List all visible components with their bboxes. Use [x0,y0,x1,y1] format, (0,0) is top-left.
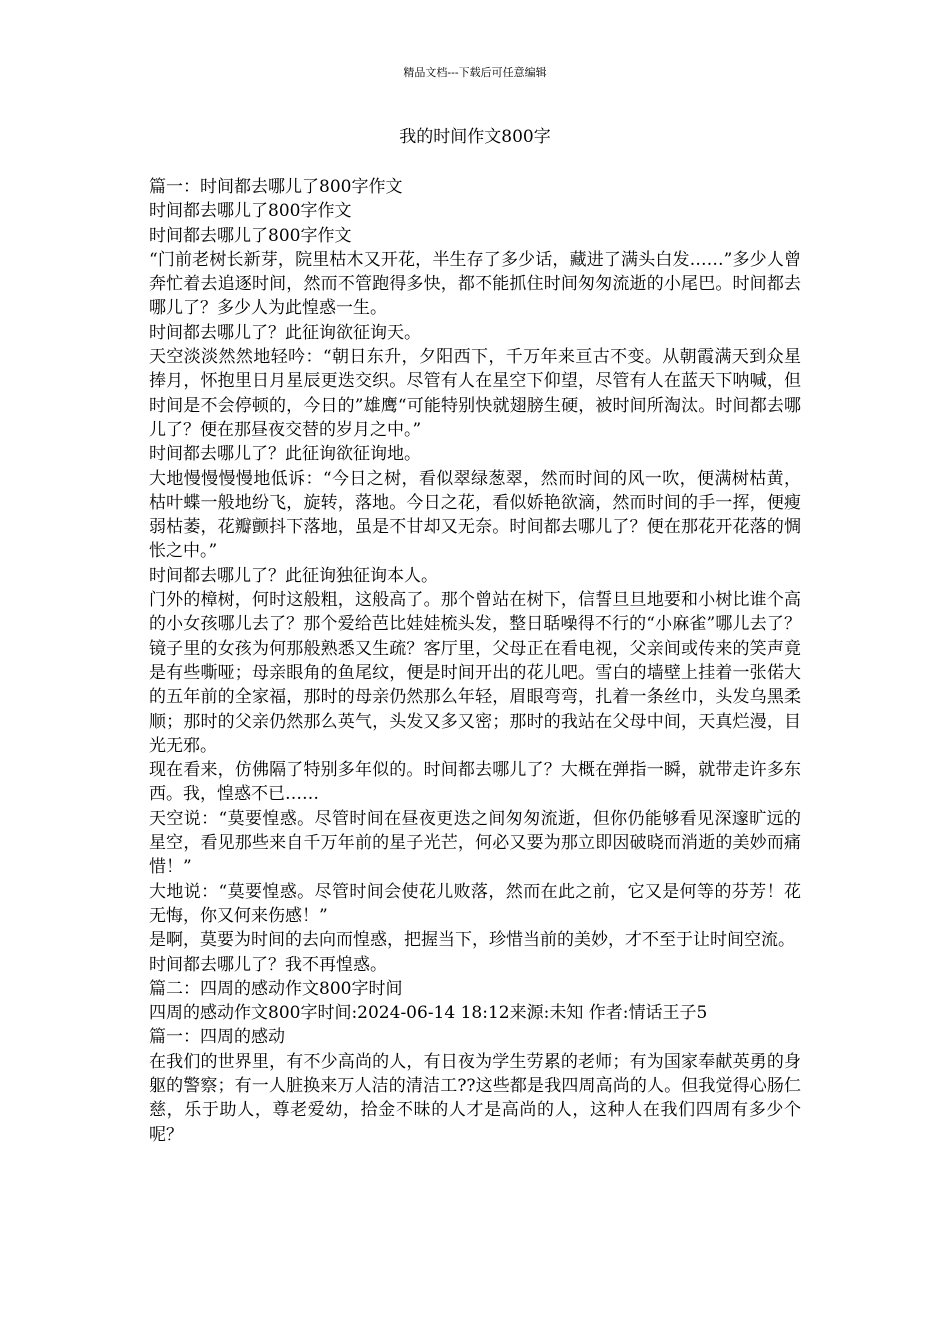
document-body [149,175,801,1147]
document-title: 我的时间作文800字 [399,127,551,147]
paragraph: 天空淡淡然然地轻吟：“朝日东升，夕阳西下，千万年来亘古不变。从朝霞满天到众星捧月，怀抱里日月星辰更迭交织。尽管有人在星空下仰望，尽管有人在蓝天下呐喊，但时间是不会停顿的，今日的”雄鹰“可能特别快就翅膀生硬，被时间所淘汰。时间都去哪儿了？便在那昼夜交替的岁月之中。” [149,347,801,440]
page-header: 精品文档---下载后可任意编辑 [403,66,547,79]
paragraph: 时间都去哪儿了？我不再惶惑。 [149,954,387,975]
paragraph: 时间都去哪儿了800字作文 [149,201,352,222]
paragraph: 篇一：四周的感动 [149,1027,285,1048]
paragraph: “门前老树长新芽，院里枯木又开花，半生存了多少话，藏进了满头白发……”多少人曾奔忙着去追逐时间，然而不管跑得多快，都不能抓住时间匆匆流逝的小尾巴。时间都去哪儿了？多少人为此惶惑一生。 [149,249,801,319]
paragraph: 天空说：“莫要惶惑。尽管时间在昼夜更迭之间匆匆流逝，但你仍能够看见深邃旷远的星空，看见那些来自千万年前的星子光芒，何必又要为那立即因破晓而消逝的美妙而痛惜！” [149,808,801,878]
paragraph: 时间都去哪儿了？此征询独征询本人。 [149,565,438,586]
paragraph: 门外的樟树，何时这般粗，这般高了。那个曾站在树下，信誓旦旦地要和小树比谁个高的小女孩哪儿去了？那个爱给芭比娃娃梳头发，整日聒噪得不行的“小麻雀”哪儿去了？镜子里的女孩为何那般熟悉又生疏？客厅里，父母正在看电视，父亲间或传来的笑声竟是有些嘶哑；母亲眼角的鱼尾纹，便是时间开出的花儿吧。雪白的墙壁上挂着一张偌大的五年前的全家福，那时的母亲仍然那么年轻，眉眼弯弯，扎着一条丝巾，头发乌黑柔顺；那时的父亲仍然那么英气，头发又多又密；那时的我站在父母中间，天真烂漫，目光无邪。 [149,590,801,756]
paragraph: 篇二：四周的感动作文800字时间 [149,978,403,999]
paragraph: 现在看来，仿佛隔了特别多年似的。时间都去哪儿了？大概在弹指一瞬，就带走许多东西。我，惶惑不已…… [149,760,801,805]
paragraph: 在我们的世界里，有不少高尚的人，有日夜为学生劳累的老师；有为国家奉献英勇的身躯的警察；有一人脏换来万人洁的清洁工??这些都是我四周高尚的人。但我觉得心肠仁慈，乐于助人，尊老爱幼，拾金不昧的人才是高尚的人，这种人在我们四周有多少个呢？ [149,1051,801,1145]
paragraph: 时间都去哪儿了？此征询欲征询地。 [149,444,421,465]
paragraph: 四周的感动作文800字时间:2024-06-14 18:12来源:未知 作者:情话王子5 [149,1003,708,1024]
paragraph: 是啊，莫要为时间的去向而惶惑，把握当下，珍惜当前的美妙，才不至于让时间空流。 [149,930,795,951]
paragraph: 时间都去哪儿了？此征询欲征询天。 [149,322,421,343]
paragraph: 时间都去哪儿了800字作文 [149,225,352,246]
paragraph: 大地慢慢慢慢地低诉：“今日之树，看似翠绿葱翠，然而时间的风一吹，便满树枯黄，枯叶蝶一般地纷飞，旋转，落地。今日之花，看似娇艳欲滴，然而时间的手一挥，便瘦弱枯萎，花瓣颤抖下落地，虽是不甘却又无奈。时间都去哪儿了？便在那花开花落的惆怅之中。” [149,468,801,562]
paragraph: 篇一：时间都去哪儿了800字作文 [149,177,403,197]
paragraph: 大地说：“莫要惶惑。尽管时间会使花儿败落，然而在此之前，它又是何等的芬芳！花无悔，你又何来伤感！” [149,881,801,926]
